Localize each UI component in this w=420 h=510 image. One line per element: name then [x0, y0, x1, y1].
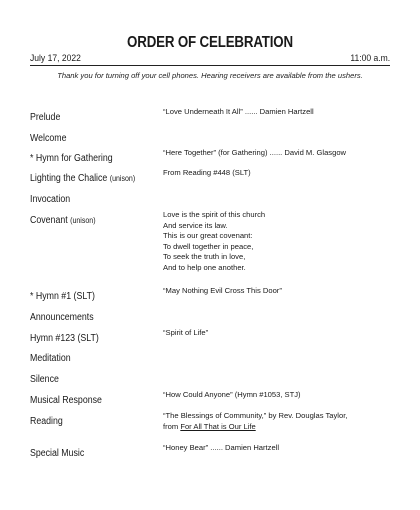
- item-value: From Reading #448 (SLT): [163, 168, 251, 177]
- item-value: “How Could Anyone” (Hymn #1053, STJ): [163, 390, 301, 399]
- item-value: “Love Underneath It All” ...... Damien Hartzell: [163, 107, 314, 116]
- header-divider: [30, 65, 390, 66]
- item-label: Hymn #123 (SLT): [30, 333, 99, 344]
- item-label: Announcements: [30, 312, 94, 323]
- item-value: “May Nothing Evil Cross This Door”: [163, 286, 282, 295]
- item-value: “Here Together” (for Gathering) ...... David M. Glasgow: [163, 148, 347, 157]
- covenant-line: And service its law.: [163, 220, 228, 230]
- covenant-line: This is our great covenant:: [163, 231, 253, 241]
- item-label: Reading: [30, 416, 63, 427]
- covenant-text: [163, 210, 388, 274]
- item-label: Prelude: [30, 112, 61, 123]
- item-value: “Spirit of Life”: [163, 328, 209, 337]
- covenant-line: To seek the truth in love,: [163, 252, 246, 262]
- covenant-line: Love is the spirit of this church: [163, 210, 266, 219]
- item-label-note: (unison): [70, 216, 96, 225]
- reading-source-book: For All That is Our Life: [180, 421, 256, 431]
- item-label-main: Covenant: [30, 215, 68, 226]
- service-date: July 17, 2022: [30, 53, 81, 64]
- page-title: ORDER OF CELEBRATION: [127, 34, 293, 51]
- item-label: Meditation: [30, 353, 71, 364]
- item-label: Musical Response: [30, 395, 102, 406]
- reading-title-line: “The Blessings of Community,” by Rev. Douglas Taylor,: [163, 411, 348, 420]
- item-label: [30, 173, 135, 184]
- item-label: * Hymn #1 (SLT): [30, 291, 95, 302]
- item-label-note: (unison): [109, 174, 136, 183]
- reading-source-line: [163, 422, 388, 433]
- item-label: Welcome: [30, 133, 67, 144]
- item-label-main: Lighting the Chalice: [30, 173, 108, 184]
- service-time: 11:00 a.m.: [350, 53, 390, 64]
- reading-source-prefix: from: [163, 421, 181, 431]
- item-value: [163, 411, 388, 432]
- item-label: Invocation: [30, 194, 71, 205]
- item-value: “Honey Bear” ...... Damien Hartzell: [163, 443, 280, 452]
- item-label: Silence: [30, 374, 59, 385]
- courtesy-note: Thank you for turning off your cell phones. Hearing receivers are available from the ushers.: [57, 71, 363, 80]
- item-label: * Hymn for Gathering: [30, 153, 113, 164]
- item-label: [30, 215, 96, 226]
- covenant-line: And to help one another.: [163, 262, 246, 272]
- covenant-line: To dwell together in peace,: [163, 241, 254, 251]
- item-label: Special Music: [30, 448, 85, 459]
